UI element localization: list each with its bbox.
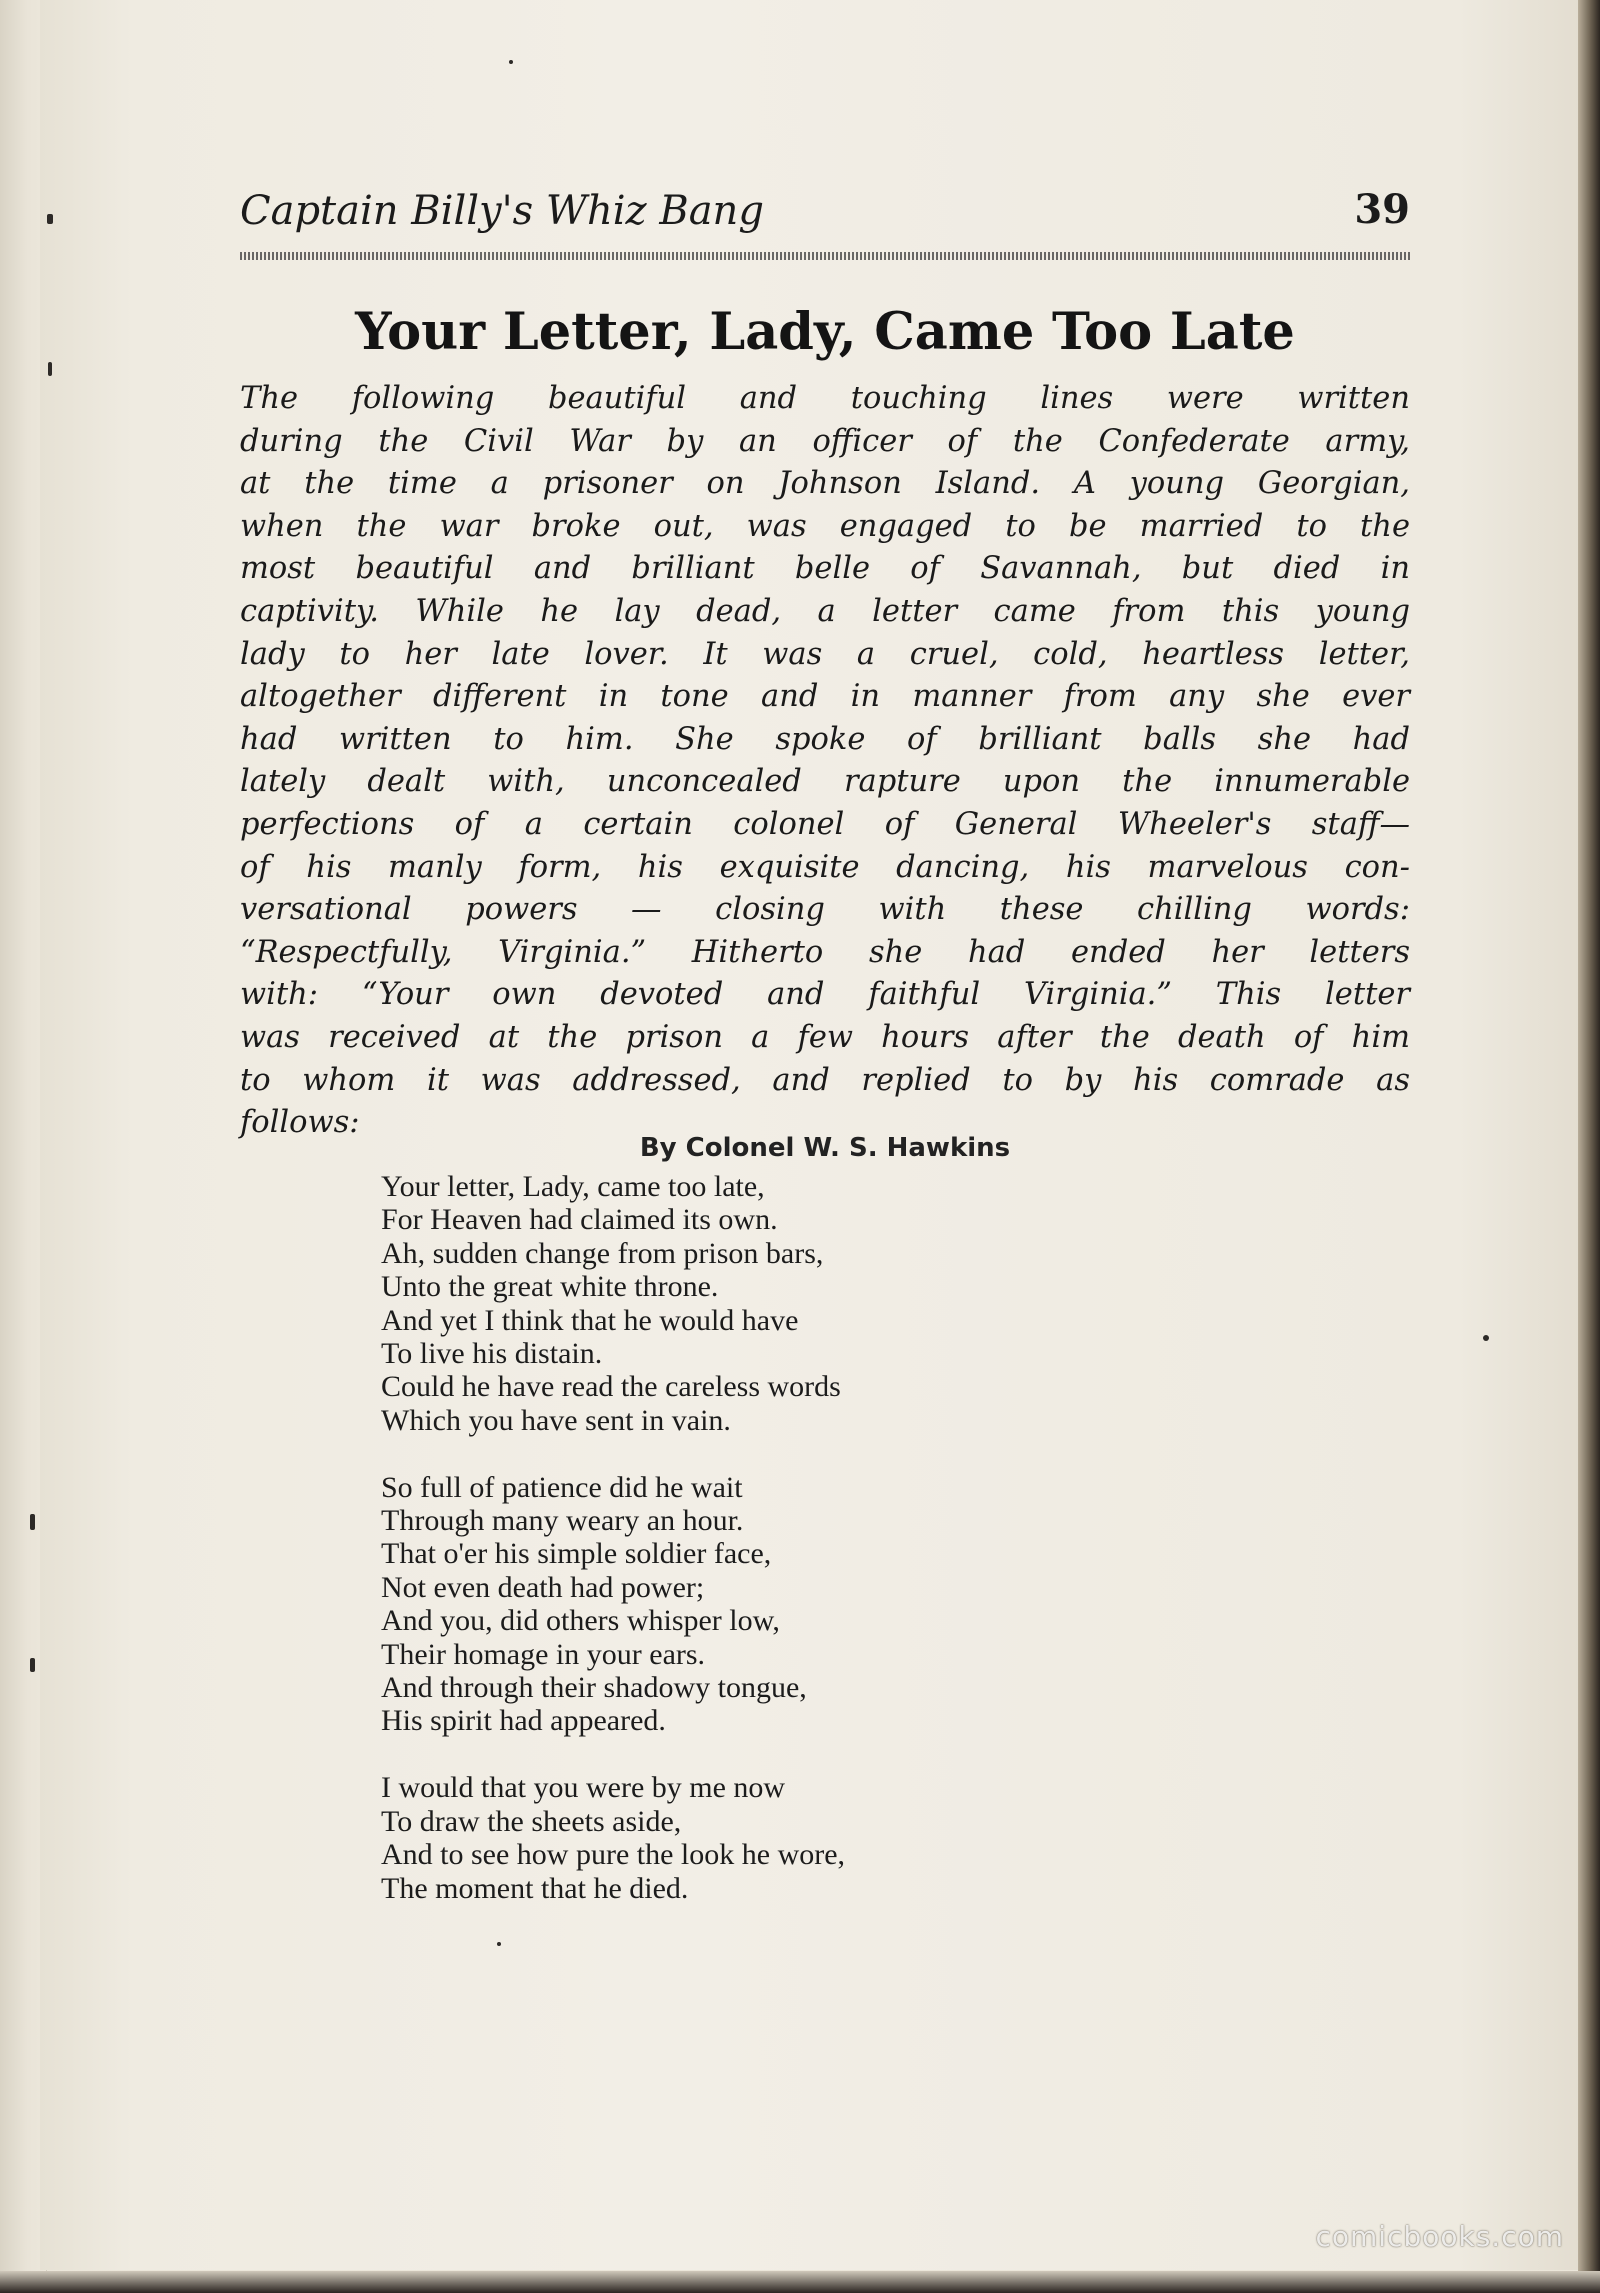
running-header xyxy=(240,188,1410,248)
intro-line: to whom it was addressed, and replied to by his comrade as xyxy=(240,1062,1410,1098)
page-right-edge xyxy=(1578,0,1600,2293)
poem-line: Your letter, Lady, came too late, xyxy=(381,1170,765,1203)
intro-line: had written to him. She spoke of brilliant balls she had xyxy=(240,721,1410,757)
stanza-break xyxy=(381,1738,1141,1771)
poem-line: Could he have read the careless words xyxy=(381,1370,841,1404)
intro-line: follows: xyxy=(240,1105,360,1141)
dust-speck xyxy=(30,1658,35,1672)
stanza-break xyxy=(381,1437,1141,1470)
intro-line: was received at the prison a few hours after the death of him xyxy=(240,1019,1410,1055)
intro-line: at the time a prisoner on Johnson Island. A young Georgian, xyxy=(240,466,1410,502)
poem-line: His spirit had appeared. xyxy=(381,1704,666,1738)
poem-line: For Heaven had claimed its own. xyxy=(381,1203,778,1237)
poem-line: To live his distain. xyxy=(381,1337,603,1371)
page-number: 39 xyxy=(1354,186,1410,233)
intro-line: versational powers — closing with these chilling words: xyxy=(240,892,1410,928)
poem-line: To draw the sheets aside, xyxy=(381,1804,682,1838)
poem-line: Unto the great white throne. xyxy=(381,1270,719,1304)
poem-line: And to see how pure the look he wore, xyxy=(381,1838,846,1872)
intro-paragraph xyxy=(240,378,1410,1145)
header-rule xyxy=(240,252,1410,260)
site-watermark: comicbooks.com xyxy=(1315,2220,1564,2253)
poem-line: And yet I think that he would have xyxy=(381,1303,799,1337)
poem-line: That o'er his simple soldier face, xyxy=(381,1537,772,1571)
intro-line: “Respectfully, Virginia.” Hitherto she had ended her letters xyxy=(240,934,1410,970)
poem-line: Which you have sent in vain. xyxy=(381,1403,731,1437)
intro-line: when the war broke out, was engaged to be married to the xyxy=(240,508,1410,544)
intro-line: captivity. While he lay dead, a letter came from this young xyxy=(240,593,1410,629)
poem xyxy=(381,1170,1141,1905)
poem-line: I would that you were by me now xyxy=(381,1771,786,1805)
dust-speck xyxy=(48,362,52,376)
dust-speck xyxy=(47,214,53,224)
intro-line: The following beautiful and touching lines were written xyxy=(240,381,1410,416)
poem-line: And through their shadowy tongue, xyxy=(381,1671,807,1705)
poem-line: Their homage in your ears. xyxy=(381,1637,706,1671)
intro-line: during the Civil War by an officer of the Confederate army, xyxy=(240,423,1410,459)
dust-speck xyxy=(1483,1335,1489,1341)
poem-byline: By Colonel W. S. Hawkins xyxy=(639,1133,1011,1163)
intro-line: of his manly form, his exquisite dancing, his marvelous con- xyxy=(240,849,1410,885)
poem-line: Ah, sudden change from prison bars, xyxy=(381,1236,824,1270)
poem-line: Through many weary an hour. xyxy=(381,1504,744,1538)
poem-line: So full of patience did he wait xyxy=(381,1470,743,1504)
intro-line: with: “Your own devoted and faithful Virginia.” This letter xyxy=(240,977,1410,1013)
poem-line: And you, did others whisper low, xyxy=(381,1604,780,1638)
intro-line: lady to her late lover. It was a cruel, cold, heartless letter, xyxy=(240,636,1410,672)
running-title: Captain Billy's Whiz Bang xyxy=(240,188,764,234)
intro-line: lately dealt with, unconcealed rapture upon the innumerable xyxy=(240,764,1410,800)
intro-line: altogether different in tone and in manner from any she ever xyxy=(240,679,1410,715)
intro-line: perfections of a certain colonel of General Wheeler's staff— xyxy=(240,806,1410,842)
poem-line: The moment that he died. xyxy=(381,1871,689,1905)
intro-line: most beautiful and brilliant belle of Savannah, but died in xyxy=(240,551,1410,587)
dust-speck xyxy=(497,1942,501,1946)
article-title: Your Letter, Lady, Came Too Late xyxy=(355,302,1295,362)
page-bottom-edge xyxy=(0,2271,1600,2293)
poem-line: Not even death had power; xyxy=(381,1570,705,1604)
dust-speck xyxy=(509,60,513,64)
dust-speck xyxy=(30,1514,35,1530)
